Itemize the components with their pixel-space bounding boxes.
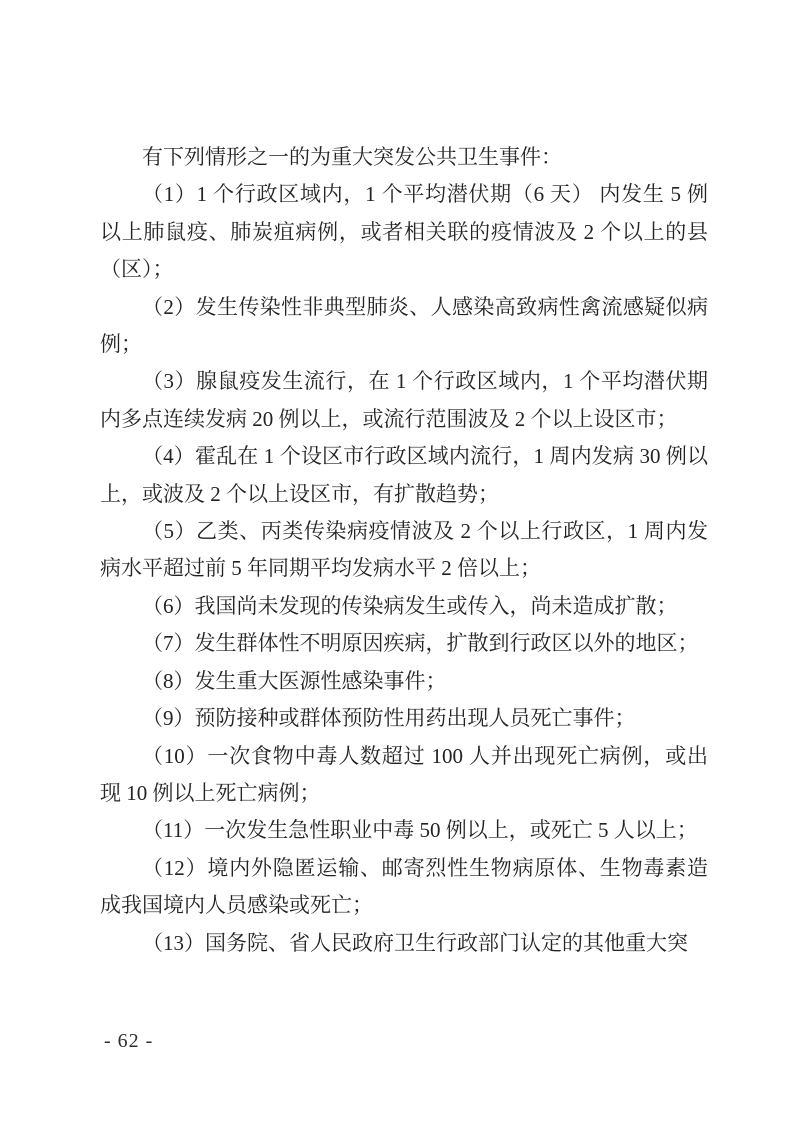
paragraph-item-11: （11）一次发生急性职业中毒 50 例以上，或死亡 5 人以上； — [142, 818, 698, 843]
paragraph-item-13: （13）国务院、省人民政府卫生行政部门认定的其他重大突 — [142, 930, 688, 955]
paragraph-intro: 有下列情形之一的为重大突发公共卫生事件： — [142, 145, 562, 169]
document-body — [100, 139, 708, 962]
page-number: - 62 - — [104, 1030, 154, 1052]
paragraph-item-3: （3）腺鼠疫发生流行，在 1 个行政区域内，1 个平均潜伏期内多点连续发病 20 例以上，或流行范围波及 2 个以上设区市； — [100, 369, 708, 431]
paragraph-item-2: （2）发生传染性非典型肺炎、人感染高致病性禽流感疑似病例； — [100, 294, 708, 357]
paragraph-item-9: （9）预防接种或群体预防性用药出现人员死亡事件； — [142, 706, 636, 731]
paragraph-item-7: （7）发生群体性不明原因疾病，扩散到行政区以外的地区； — [142, 631, 699, 656]
paragraph-item-1: （1）1 个行政区域内，1 个平均潜伏期（6 天） 内发生 5 例以上肺鼠疫、肺炭疽病例，或者相关联的疫情波及 2 个以上的县（区）； — [100, 182, 708, 282]
paragraph-item-5: （5）乙类、丙类传染病疫情波及 2 个以上行政区，1 周内发病水平超过前 5 年同期平均发病水平 2 倍以上； — [100, 519, 708, 581]
paragraph-item-8: （8）发生重大医源性感染事件； — [142, 668, 447, 693]
paragraph-item-12: （12）境内外隐匿运输、邮寄烈性生物病原体、生物毒素造成我国境内人员感染或死亡； — [100, 855, 708, 918]
paragraph-item-4: （4）霍乱在 1 个设区市行政区域内流行，1 周内发病 30 例以上，或波及 2 个以上设区市，有扩散趋势； — [100, 444, 708, 506]
paragraph-item-10: （10）一次食物中毒人数超过 100 人并出现死亡病例，或出现 10 例以上死亡病例； — [100, 743, 708, 805]
paragraph-item-6: （6）我国尚未发现的传染病发生或传入，尚未造成扩散； — [142, 593, 678, 618]
